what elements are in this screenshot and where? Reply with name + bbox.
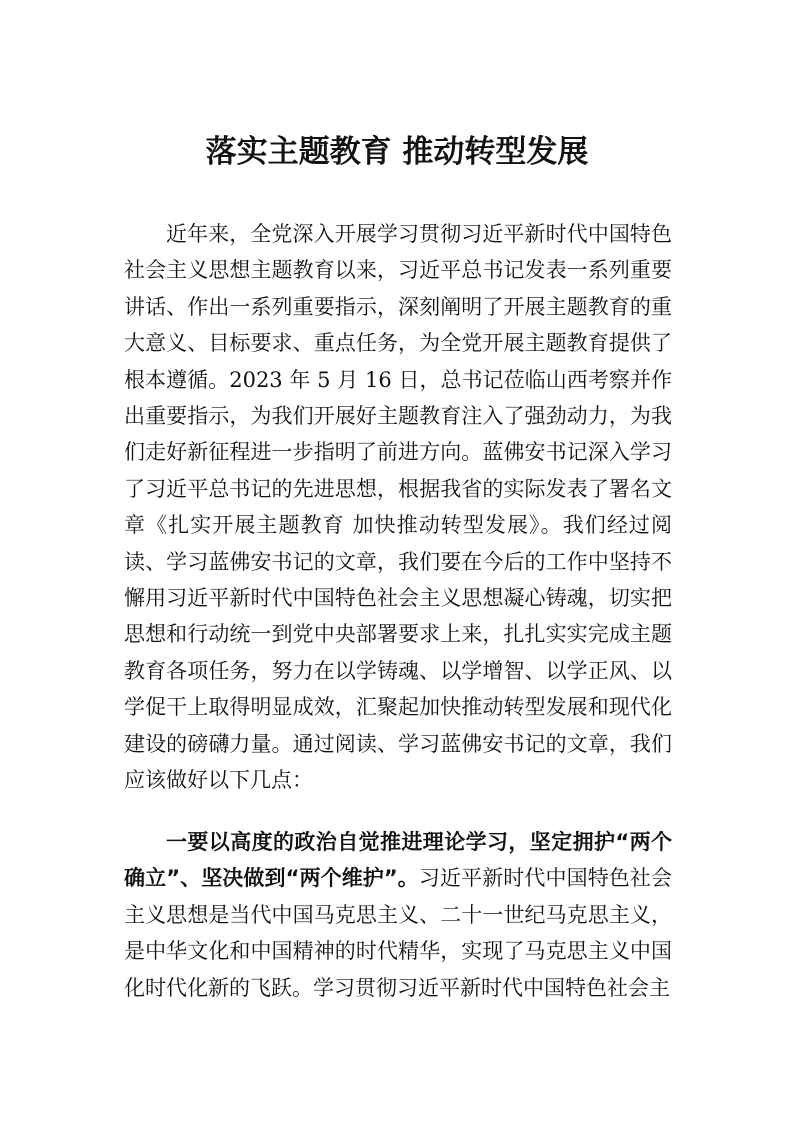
document-title: 落实主题教育 推动转型发展 <box>205 134 589 170</box>
paragraph-point-one <box>124 824 672 1006</box>
paragraph-point-one-body: 习近平新时代中国特色社会主义思想是当代中国马克思主义、二十一世纪马克思主义， 是中华文化和中国精神的时代精华，实现了马克思主义中国化时代化新的飞跃。学习贯彻习近平新时代中国特色社会主 <box>124 866 673 1000</box>
paragraph-point-one-lead: 一要以高度的政治自觉推进理论学习，坚定拥护“两个确立”、坚决做到“两个维护”。 <box>124 830 672 891</box>
paragraph-intro: 近年来，全党深入开展学习贯彻习近平新时代中国特色社会主义思想主题教育以来，习近平总书记发表一系列重要讲话、作出一系列重要指示，深刻阐明了开展主题教育的重大意义、目标要求、重点任务，为全党开展主题教育提供了根本遵循。2023 年 5 月 16 日，总书记莅临山西考察并作出重要指示，为我们开展好主题教育注入了强劲动力，为我们走好新征程进一步指明了前进方向。蓝佛安书记深入学习了习近平总书记的先进思想，根据我省的实际发表了署名文章《扎实开展主题教育 加快推动转型发展》。我们经过阅读、学习蓝佛安书记的文章，我们要在今后的工作中坚持不懈用习近平新时代中国特色社会主义思想凝心铸魂，切实把思想和行动统一到党中央部署要求上来，扎扎实实完成主题教育各项任务，努力在以学铸魂、以学增智、以学正风、以学促干上取得明显成效，汇聚起加快推动转型发展和现代化建设的磅礴力量。通过阅读、学习蓝佛安书记的文章，我们应该做好以下几点： <box>124 222 672 793</box>
